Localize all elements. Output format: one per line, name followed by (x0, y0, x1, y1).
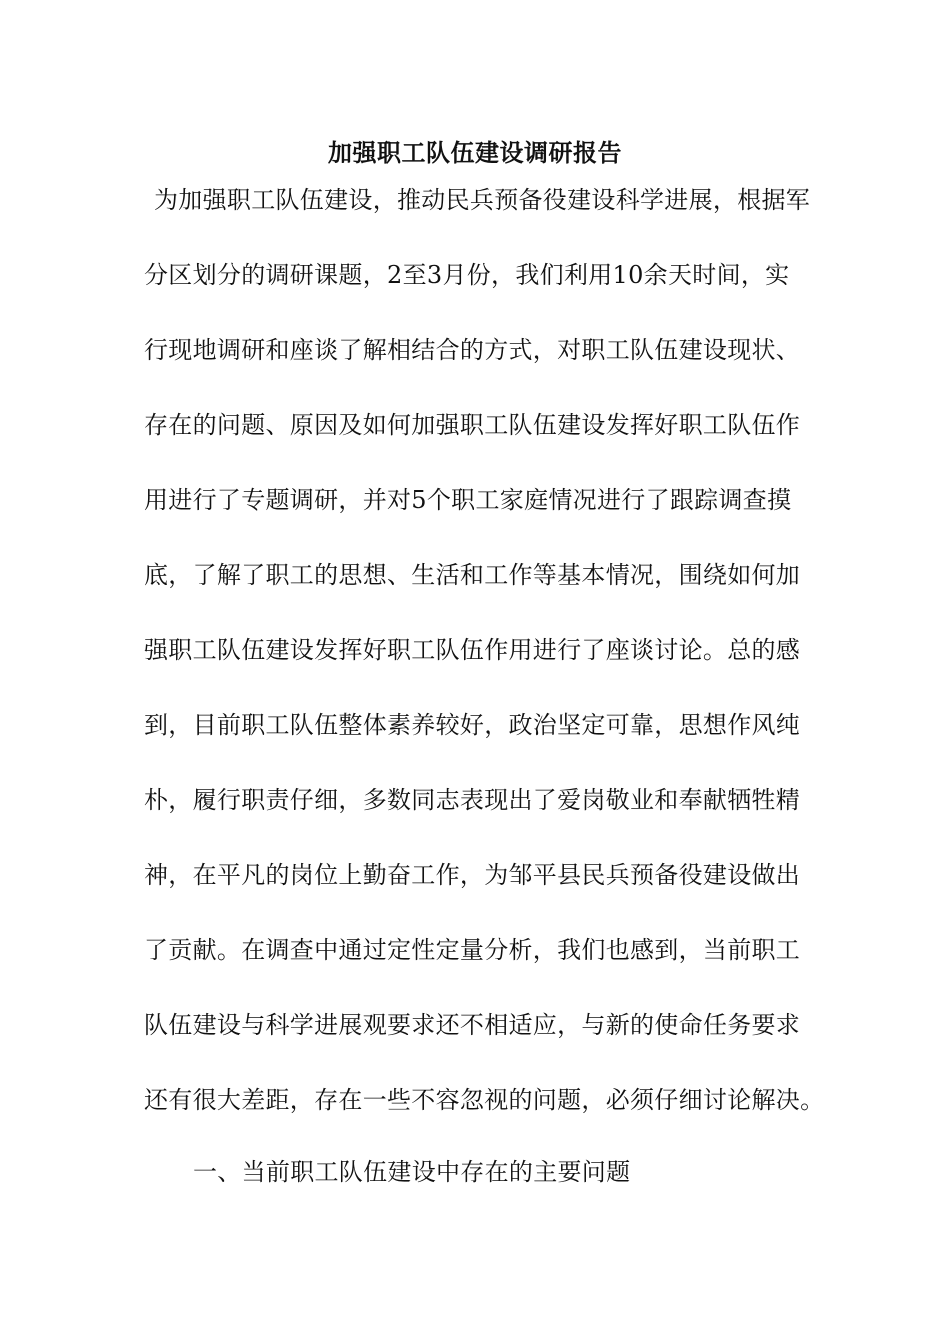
intro-paragraph (144, 180, 825, 1155)
paragraph-line: 了贡献。在调查中通过定性定量分析，我们也感到，当前职工 (144, 936, 801, 964)
paragraph-line: 用进行了专题调研，并对5个职工家庭情况进行了跟踪调查摸 (144, 486, 792, 514)
paragraph-line: 还有很大差距，存在一些不容忽视的问题，必须仔细讨论解决。 (144, 1086, 825, 1114)
paragraph-line: 队伍建设与科学进展观要求还不相适应，与新的使命任务要求 (144, 1011, 801, 1039)
paragraph-line: 强职工队伍建设发挥好职工队伍作用进行了座谈讨论。总的感 (144, 636, 801, 664)
paragraph-line: 底，了解了职工的思想、生活和工作等基本情况，围绕如何加 (144, 561, 801, 589)
document-title: 加强职工队伍建设调研报告 (328, 138, 622, 167)
paragraph-line: 为加强职工队伍建设，推动民兵预备役建设科学进展，根据军 (154, 186, 811, 214)
paragraph-line: 到，目前职工队伍整体素养较好，政治坚定可靠，思想作风纯 (144, 711, 801, 739)
paragraph-line: 存在的问题、原因及如何加强职工队伍建设发挥好职工队伍作 (144, 411, 801, 439)
paragraph-line: 朴，履行职责仔细，多数同志表现出了爱岗敬业和奉献牺牲精 (144, 786, 801, 814)
paragraph-line: 行现地调研和座谈了解相结合的方式，对职工队伍建设现状、 (144, 336, 801, 364)
section-heading: 一、当前职工队伍建设中存在的主要问题 (193, 1158, 631, 1186)
paragraph-line: 神，在平凡的岗位上勤奋工作，为邹平县民兵预备役建设做出 (144, 861, 801, 889)
paragraph-line: 分区划分的调研课题，2至3月份，我们利用10余天时间，实 (144, 261, 790, 289)
